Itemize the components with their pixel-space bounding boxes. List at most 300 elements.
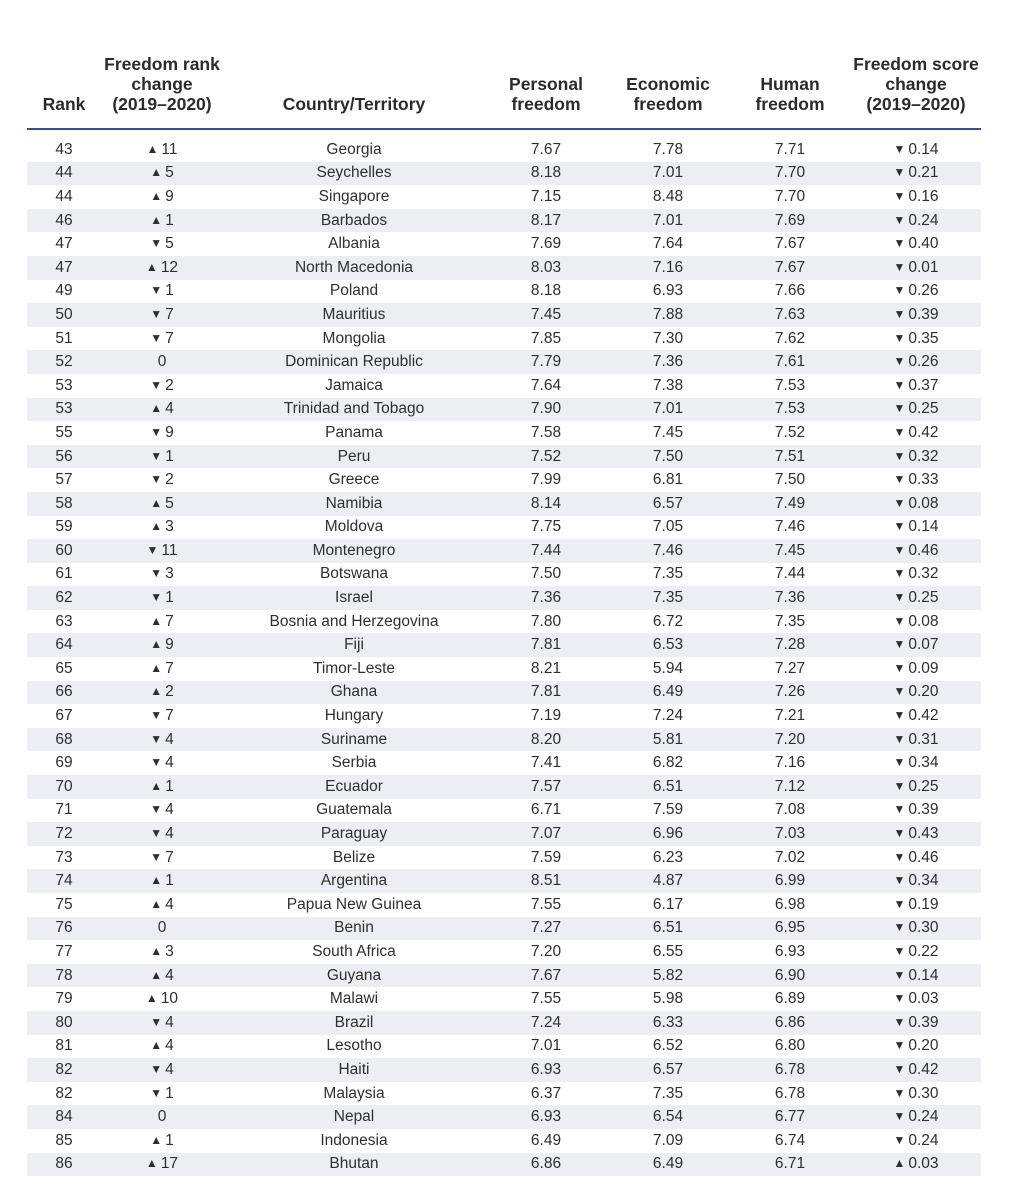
rank-change-cell-value: 1 <box>165 872 174 890</box>
table-row <box>27 209 981 233</box>
personal-freedom-cell: 7.67 <box>485 138 607 162</box>
score-change-cell <box>851 704 981 728</box>
score-change-cell-value: 0.32 <box>908 565 939 583</box>
rank-cell: 72 <box>27 822 101 846</box>
country-cell: Papua New Guinea <box>223 893 485 917</box>
table-row <box>27 1011 981 1035</box>
down-triangle-icon: ▼ <box>150 448 163 463</box>
score-change-cell <box>851 445 981 469</box>
human-freedom-cell: 7.66 <box>729 280 851 304</box>
human-freedom-cell: 7.67 <box>729 256 851 280</box>
up-triangle-icon: ▲ <box>145 991 158 1006</box>
score-change-cell-value: 0.07 <box>908 636 939 654</box>
score-change-cell-value: 0.30 <box>908 919 939 937</box>
human-freedom-cell: 7.12 <box>729 775 851 799</box>
table-row <box>27 303 981 327</box>
score-change-cell-value: 0.26 <box>908 353 939 371</box>
table-row <box>27 1105 981 1129</box>
personal-freedom-cell: 7.45 <box>485 303 607 327</box>
rank-change-cell-value: 2 <box>165 471 174 489</box>
rank-change-cell <box>101 232 223 256</box>
economic-freedom-cell: 7.46 <box>607 539 729 563</box>
rank-cell: 63 <box>27 610 101 634</box>
personal-freedom-cell: 7.24 <box>485 1011 607 1035</box>
country-cell: Paraguay <box>223 822 485 846</box>
down-triangle-icon: ▼ <box>893 873 906 888</box>
down-triangle-icon: ▼ <box>150 424 163 439</box>
rank-change-cell-value: 0 <box>157 1108 167 1126</box>
rank-cell: 53 <box>27 398 101 422</box>
score-change-cell <box>851 657 981 681</box>
down-triangle-icon: ▼ <box>893 165 906 180</box>
economic-freedom-cell: 6.23 <box>607 846 729 870</box>
human-freedom-cell: 7.28 <box>729 633 851 657</box>
score-change-cell <box>851 162 981 186</box>
rank-cell: 68 <box>27 728 101 752</box>
score-change-cell <box>851 256 981 280</box>
rank-change-cell <box>101 303 223 327</box>
human-freedom-cell: 7.71 <box>729 138 851 162</box>
up-triangle-icon: ▲ <box>150 778 163 793</box>
table-row <box>27 893 981 917</box>
down-triangle-icon: ▼ <box>150 330 163 345</box>
up-triangle-icon: ▲ <box>150 1132 163 1147</box>
table-row <box>27 728 981 752</box>
rank-cell: 73 <box>27 846 101 870</box>
table-row <box>27 751 981 775</box>
rank-cell: 84 <box>27 1105 101 1129</box>
country-cell: Moldova <box>223 516 485 540</box>
rank-change-cell <box>101 751 223 775</box>
personal-freedom-cell: 7.75 <box>485 516 607 540</box>
score-change-cell <box>851 1035 981 1059</box>
country-cell: Montenegro <box>223 539 485 563</box>
rank-change-cell <box>101 209 223 233</box>
rank-cell: 44 <box>27 185 101 209</box>
personal-freedom-cell: 6.86 <box>485 1153 607 1177</box>
country-cell: Malaysia <box>223 1082 485 1106</box>
economic-freedom-cell: 7.01 <box>607 398 729 422</box>
economic-freedom-cell: 6.53 <box>607 633 729 657</box>
rank-change-cell <box>101 893 223 917</box>
down-triangle-icon: ▼ <box>893 1061 906 1076</box>
economic-freedom-cell: 4.87 <box>607 869 729 893</box>
economic-freedom-cell: 7.45 <box>607 421 729 445</box>
table-row <box>27 1129 981 1153</box>
rank-change-cell <box>101 657 223 681</box>
country-cell: Suriname <box>223 728 485 752</box>
rank-change-cell-value: 10 <box>160 990 179 1008</box>
country-cell: Israel <box>223 586 485 610</box>
score-change-cell-value: 0.14 <box>908 518 939 536</box>
score-change-cell-value: 0.46 <box>908 848 939 866</box>
up-triangle-icon: ▲ <box>150 401 163 416</box>
country-cell: Malawi <box>223 987 485 1011</box>
up-triangle-icon: ▲ <box>150 967 163 982</box>
economic-freedom-cell: 6.51 <box>607 917 729 941</box>
rank-cell: 47 <box>27 232 101 256</box>
score-change-cell <box>851 232 981 256</box>
economic-freedom-cell: 6.96 <box>607 822 729 846</box>
personal-freedom-cell: 8.14 <box>485 492 607 516</box>
human-freedom-cell: 7.52 <box>729 421 851 445</box>
human-freedom-cell: 6.80 <box>729 1035 851 1059</box>
down-triangle-icon: ▼ <box>893 306 906 321</box>
score-change-cell <box>851 869 981 893</box>
economic-freedom-cell: 7.16 <box>607 256 729 280</box>
human-freedom-cell: 7.08 <box>729 799 851 823</box>
human-freedom-cell: 6.98 <box>729 893 851 917</box>
score-change-cell-value: 0.46 <box>908 541 939 559</box>
rank-change-cell <box>101 138 223 162</box>
human-freedom-cell: 7.53 <box>729 398 851 422</box>
economic-freedom-cell: 5.81 <box>607 728 729 752</box>
score-change-cell <box>851 398 981 422</box>
rank-change-cell <box>101 1105 223 1129</box>
score-change-cell-value: 0.20 <box>908 683 939 701</box>
human-freedom-cell: 6.99 <box>729 869 851 893</box>
country-cell: Bosnia and Herzegovina <box>223 610 485 634</box>
down-triangle-icon: ▼ <box>893 354 906 369</box>
header-score-change: Freedom score change (2019–2020) <box>853 54 979 114</box>
score-change-cell-value: 0.16 <box>908 187 939 205</box>
rank-cell: 56 <box>27 445 101 469</box>
down-triangle-icon: ▼ <box>893 472 906 487</box>
score-change-cell <box>851 633 981 657</box>
rank-change-cell <box>101 775 223 799</box>
rank-change-cell <box>101 374 223 398</box>
table-row <box>27 657 981 681</box>
score-change-cell <box>851 846 981 870</box>
rank-change-cell <box>101 728 223 752</box>
human-freedom-cell: 6.78 <box>729 1082 851 1106</box>
rank-change-cell <box>101 256 223 280</box>
down-triangle-icon: ▼ <box>150 731 163 746</box>
rank-change-cell <box>101 846 223 870</box>
rank-change-cell-value: 0 <box>157 919 167 937</box>
score-change-cell <box>851 280 981 304</box>
down-triangle-icon: ▼ <box>893 566 906 581</box>
down-triangle-icon: ▼ <box>150 1085 163 1100</box>
score-change-cell <box>851 681 981 705</box>
human-freedom-cell: 6.86 <box>729 1011 851 1035</box>
personal-freedom-cell: 8.51 <box>485 869 607 893</box>
table-row <box>27 492 981 516</box>
rank-change-cell-value: 3 <box>165 518 174 536</box>
score-change-cell-value: 0.24 <box>908 1108 939 1126</box>
country-cell: Nepal <box>223 1105 485 1129</box>
human-freedom-cell: 7.45 <box>729 539 851 563</box>
rank-change-cell-value: 5 <box>165 164 174 182</box>
country-cell: Indonesia <box>223 1129 485 1153</box>
economic-freedom-cell: 6.17 <box>607 893 729 917</box>
score-change-cell <box>851 822 981 846</box>
table-row <box>27 516 981 540</box>
table-spacer-cell <box>27 129 981 138</box>
score-change-cell-value: 0.21 <box>908 164 939 182</box>
economic-freedom-cell: 6.82 <box>607 751 729 775</box>
human-freedom-cell: 7.03 <box>729 822 851 846</box>
down-triangle-icon: ▼ <box>893 424 906 439</box>
rank-change-cell <box>101 445 223 469</box>
score-change-cell-value: 0.25 <box>908 777 939 795</box>
table-row <box>27 704 981 728</box>
table-row <box>27 162 981 186</box>
human-freedom-cell: 7.16 <box>729 751 851 775</box>
table-row <box>27 185 981 209</box>
down-triangle-icon: ▼ <box>893 401 906 416</box>
human-freedom-cell: 6.90 <box>729 964 851 988</box>
score-change-cell <box>851 893 981 917</box>
economic-freedom-cell: 6.33 <box>607 1011 729 1035</box>
rank-cell: 44 <box>27 162 101 186</box>
rank-change-cell <box>101 421 223 445</box>
rank-cell: 57 <box>27 468 101 492</box>
personal-freedom-cell: 6.93 <box>485 1058 607 1082</box>
economic-freedom-cell: 7.50 <box>607 445 729 469</box>
rank-cell: 59 <box>27 516 101 540</box>
rank-change-cell-value: 9 <box>165 187 174 205</box>
rank-change-cell <box>101 869 223 893</box>
rank-change-cell <box>101 681 223 705</box>
rank-cell: 66 <box>27 681 101 705</box>
rank-cell: 58 <box>27 492 101 516</box>
economic-freedom-cell: 6.51 <box>607 775 729 799</box>
rank-change-cell <box>101 280 223 304</box>
personal-freedom-cell: 7.55 <box>485 987 607 1011</box>
economic-freedom-cell: 5.82 <box>607 964 729 988</box>
table-row <box>27 280 981 304</box>
freedom-ranking-table <box>27 38 981 1176</box>
table-row <box>27 563 981 587</box>
personal-freedom-cell: 8.18 <box>485 162 607 186</box>
table-row <box>27 445 981 469</box>
personal-freedom-cell: 7.67 <box>485 964 607 988</box>
rank-cell: 52 <box>27 350 101 374</box>
rank-change-cell <box>101 1082 223 1106</box>
down-triangle-icon: ▼ <box>150 306 163 321</box>
rank-cell: 76 <box>27 917 101 941</box>
table-row <box>27 232 981 256</box>
table-row <box>27 138 981 162</box>
down-triangle-icon: ▼ <box>893 991 906 1006</box>
human-freedom-cell: 7.50 <box>729 468 851 492</box>
country-cell: Guyana <box>223 964 485 988</box>
economic-freedom-cell: 7.35 <box>607 563 729 587</box>
country-cell: Jamaica <box>223 374 485 398</box>
down-triangle-icon: ▼ <box>893 1132 906 1147</box>
down-triangle-icon: ▼ <box>893 330 906 345</box>
score-change-cell <box>851 209 981 233</box>
human-freedom-cell: 7.70 <box>729 185 851 209</box>
header-country: Country/Territory <box>282 94 426 114</box>
up-triangle-icon: ▲ <box>150 1038 163 1053</box>
score-change-cell <box>851 751 981 775</box>
rank-change-cell-value: 1 <box>165 589 174 607</box>
score-change-cell <box>851 327 981 351</box>
economic-freedom-cell: 7.35 <box>607 1082 729 1106</box>
score-change-cell <box>851 987 981 1011</box>
up-triangle-icon: ▲ <box>146 141 159 156</box>
score-change-cell-value: 0.33 <box>908 471 939 489</box>
score-change-cell-value: 0.03 <box>908 990 939 1008</box>
economic-freedom-cell: 6.57 <box>607 492 729 516</box>
country-cell: Fiji <box>223 633 485 657</box>
human-freedom-cell: 6.93 <box>729 940 851 964</box>
score-change-cell-value: 0.01 <box>908 258 939 276</box>
rank-cell: 69 <box>27 751 101 775</box>
rank-cell: 75 <box>27 893 101 917</box>
rank-change-cell <box>101 350 223 374</box>
country-cell: Peru <box>223 445 485 469</box>
rank-change-cell-value: 4 <box>165 1013 174 1031</box>
personal-freedom-cell: 6.93 <box>485 1105 607 1129</box>
personal-freedom-cell: 7.44 <box>485 539 607 563</box>
table-row <box>27 681 981 705</box>
human-freedom-cell: 7.44 <box>729 563 851 587</box>
rank-change-cell-value: 2 <box>165 376 174 394</box>
rank-cell: 50 <box>27 303 101 327</box>
score-change-cell <box>851 610 981 634</box>
rank-change-cell-value: 7 <box>165 329 174 347</box>
rank-cell: 49 <box>27 280 101 304</box>
up-triangle-icon: ▲ <box>150 637 163 652</box>
country-cell: Argentina <box>223 869 485 893</box>
country-cell: Haiti <box>223 1058 485 1082</box>
score-change-cell <box>851 1153 981 1177</box>
score-change-cell-value: 0.30 <box>908 1084 939 1102</box>
table-row <box>27 468 981 492</box>
rank-change-cell-value: 9 <box>165 423 174 441</box>
human-freedom-cell: 7.27 <box>729 657 851 681</box>
human-freedom-cell: 6.78 <box>729 1058 851 1082</box>
country-cell: Panama <box>223 421 485 445</box>
personal-freedom-cell: 7.64 <box>485 374 607 398</box>
score-change-cell-value: 0.39 <box>908 801 939 819</box>
score-change-cell <box>851 586 981 610</box>
rank-cell: 77 <box>27 940 101 964</box>
score-change-cell <box>851 138 981 162</box>
country-cell: Timor-Leste <box>223 657 485 681</box>
human-freedom-cell: 7.70 <box>729 162 851 186</box>
header-rank-change: Freedom rank change (2019–2020) <box>104 54 220 114</box>
rank-change-cell-value: 4 <box>165 400 174 418</box>
country-cell: Georgia <box>223 138 485 162</box>
table-row <box>27 256 981 280</box>
table-row <box>27 1153 981 1177</box>
score-change-cell-value: 0.14 <box>908 140 939 158</box>
country-cell: Trinidad and Tobago <box>223 398 485 422</box>
personal-freedom-cell: 7.55 <box>485 893 607 917</box>
score-change-cell-value: 0.22 <box>908 942 939 960</box>
table-row <box>27 374 981 398</box>
rank-change-cell-value: 4 <box>165 730 174 748</box>
up-triangle-icon: ▲ <box>150 943 163 958</box>
up-triangle-icon: ▲ <box>893 1156 906 1171</box>
human-freedom-cell: 6.77 <box>729 1105 851 1129</box>
up-triangle-icon: ▲ <box>150 660 163 675</box>
score-change-cell <box>851 1082 981 1106</box>
score-change-cell-value: 0.24 <box>908 211 939 229</box>
score-change-cell <box>851 468 981 492</box>
header-personal-freedom: Personal freedom <box>509 74 583 114</box>
score-change-cell-value: 0.20 <box>908 1037 939 1055</box>
country-cell: Singapore <box>223 185 485 209</box>
personal-freedom-cell: 7.50 <box>485 563 607 587</box>
rank-change-cell <box>101 516 223 540</box>
down-triangle-icon: ▼ <box>893 1038 906 1053</box>
rank-cell: 79 <box>27 987 101 1011</box>
personal-freedom-cell: 8.03 <box>485 256 607 280</box>
personal-freedom-cell: 7.80 <box>485 610 607 634</box>
economic-freedom-cell: 7.01 <box>607 209 729 233</box>
rank-cell: 55 <box>27 421 101 445</box>
country-cell: Seychelles <box>223 162 485 186</box>
table-header-row <box>27 38 981 129</box>
rank-change-cell <box>101 1035 223 1059</box>
personal-freedom-cell: 8.18 <box>485 280 607 304</box>
rank-change-cell-value: 1 <box>165 777 174 795</box>
table-row <box>27 327 981 351</box>
rank-cell: 47 <box>27 256 101 280</box>
down-triangle-icon: ▼ <box>150 590 163 605</box>
header-human-freedom: Human freedom <box>755 74 825 114</box>
table-spacer <box>27 129 981 138</box>
score-change-cell-value: 0.40 <box>908 235 939 253</box>
human-freedom-cell: 7.36 <box>729 586 851 610</box>
personal-freedom-cell: 8.20 <box>485 728 607 752</box>
rank-change-cell-value: 5 <box>165 235 174 253</box>
economic-freedom-cell: 5.94 <box>607 657 729 681</box>
rank-cell: 71 <box>27 799 101 823</box>
down-triangle-icon: ▼ <box>893 1109 906 1124</box>
human-freedom-cell: 7.62 <box>729 327 851 351</box>
score-change-cell-value: 0.25 <box>908 400 939 418</box>
table-row <box>27 1035 981 1059</box>
personal-freedom-cell: 8.17 <box>485 209 607 233</box>
down-triangle-icon: ▼ <box>893 896 906 911</box>
table-row <box>27 846 981 870</box>
economic-freedom-cell: 7.36 <box>607 350 729 374</box>
down-triangle-icon: ▼ <box>893 849 906 864</box>
personal-freedom-cell: 7.69 <box>485 232 607 256</box>
personal-freedom-cell: 7.19 <box>485 704 607 728</box>
rank-change-cell-value: 1 <box>165 282 174 300</box>
human-freedom-cell: 7.49 <box>729 492 851 516</box>
human-freedom-cell: 7.20 <box>729 728 851 752</box>
human-freedom-cell: 7.35 <box>729 610 851 634</box>
economic-freedom-cell: 6.54 <box>607 1105 729 1129</box>
rank-change-cell <box>101 822 223 846</box>
rank-change-cell <box>101 917 223 941</box>
down-triangle-icon: ▼ <box>893 236 906 251</box>
score-change-cell <box>851 775 981 799</box>
country-cell: Guatemala <box>223 799 485 823</box>
rank-change-cell-value: 4 <box>165 1037 174 1055</box>
score-change-cell <box>851 964 981 988</box>
economic-freedom-cell: 7.59 <box>607 799 729 823</box>
down-triangle-icon: ▼ <box>150 826 163 841</box>
rank-change-cell <box>101 492 223 516</box>
rank-change-cell <box>101 327 223 351</box>
personal-freedom-cell: 7.81 <box>485 681 607 705</box>
rank-change-cell-value: 3 <box>165 565 174 583</box>
country-cell: Brazil <box>223 1011 485 1035</box>
rank-change-cell-value: 1 <box>165 1131 174 1149</box>
score-change-cell <box>851 374 981 398</box>
rank-cell: 82 <box>27 1058 101 1082</box>
down-triangle-icon: ▼ <box>150 708 163 723</box>
